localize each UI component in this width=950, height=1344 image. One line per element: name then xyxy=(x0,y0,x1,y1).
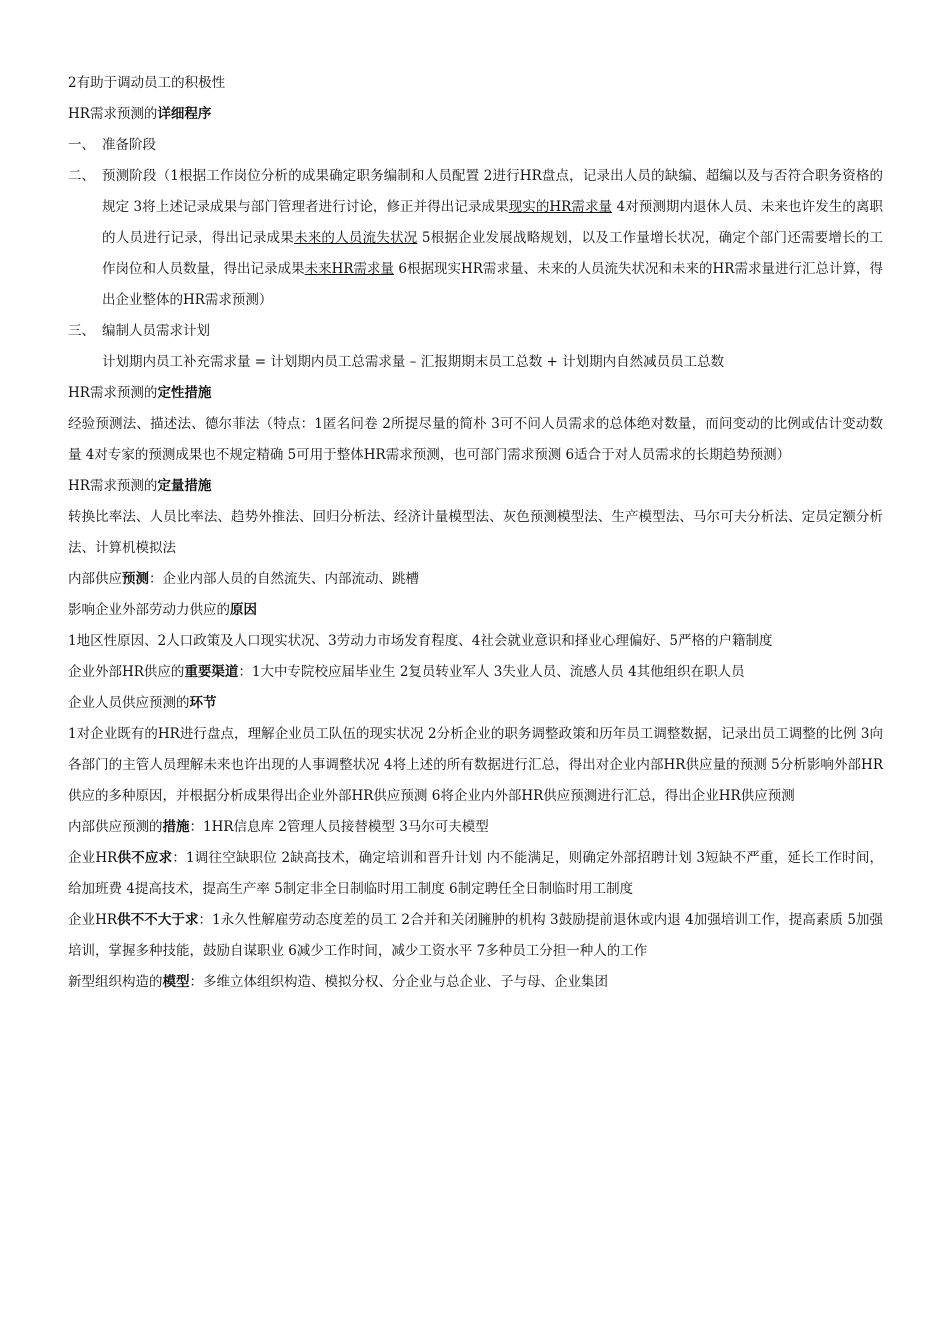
text-segment: ：1大中专院校应届毕业生 2复员转业军人 3失业人员、流感人员 4其他组织在职人员 xyxy=(238,664,745,680)
heading-external-factors xyxy=(68,595,883,626)
list-text xyxy=(102,161,883,316)
heading-prefix: 企业人员供应预测的 xyxy=(68,695,190,711)
underlined-term: 未来的人员流失状况 xyxy=(293,230,418,246)
paragraph-qualitative: 经验预测法、描述法、德尔菲法（特点：1匿名问卷 2所提尽量的简朴 3可不问人员需求的总体绝对数量，而问变动的比例或估计变动数量 4对专家的预测成果也不规定精确 5可用于整体HR需求预测，也可部门需求预测 6适合于对人员需求的长期趋势预测） xyxy=(68,416,883,463)
list-number: 二、 xyxy=(68,168,95,184)
heading-prefix: HR需求预测的 xyxy=(68,106,158,122)
text-segment: 企业外部HR供应的 xyxy=(68,664,185,680)
text-segment: ：1HR信息库 2管理人员接替模型 3马尔可夫模型 xyxy=(189,819,489,835)
text-segment: 企业HR xyxy=(68,850,118,866)
text-segment: 5根据企业发展战略规划，以及工作量增长状况，确定个部门还需要增长的工作岗位和人员数量，得出记录成果 xyxy=(102,230,884,277)
heading-prefix: HR需求预测的 xyxy=(68,478,158,494)
list-item-plan xyxy=(68,316,883,347)
list-number: 一、 xyxy=(68,137,95,153)
paragraph-shortage xyxy=(68,843,883,905)
document-page xyxy=(68,68,883,998)
heading-bold: 原因 xyxy=(230,602,257,618)
text: 2有助于调动员工的积极性 xyxy=(68,75,226,91)
heading-supply-steps xyxy=(68,688,883,719)
paragraph-supply-steps: 1对企业既有的HR进行盘点，理解企业员工队伍的现实状况 2分析企业的职务调整政策和历年员工调整数据，记录出员工调整的比例 3向各部门的主管人员理解未来也许出现的人事调整状况 4将上述的所有数据进行汇总，得出对企业内部HR供应量的预测 5分析影响外部HR供应的多种原因，并根据分析成果得出企业外部HR供应预测 6将企业内外部HR供应预测进行汇总，得出企业HR供应预测 xyxy=(68,726,883,804)
text-segment: 6根据现实HR需求量、未来的人员流失状况和未来的HR需求量进行汇总计算，得出企业整体的HR需求预测） xyxy=(102,261,884,308)
paragraph-external-factors: 1地区性原因、2人口政策及人口现实状况、3劳动力市场发育程度、4社会就业意识和择业心理偏好、5严格的户籍制度 xyxy=(68,633,773,649)
paragraph-internal-supply xyxy=(68,564,883,595)
heading-qualitative xyxy=(68,378,883,409)
text-segment: 新型组织构造的 xyxy=(68,974,163,990)
paragraph-org-models xyxy=(68,967,883,998)
heading-prefix: HR需求预测的 xyxy=(68,385,158,401)
underlined-term: 未来HR需求量 xyxy=(304,261,395,277)
list-text: 编制人员需求计划 xyxy=(102,323,210,339)
paragraph-motivation xyxy=(68,68,883,99)
paragraph-quantitative: 转换比率法、人员比率法、趋势外推法、回归分析法、经济计量模型法、灰色预测模型法、生产模型法、马尔可夫分析法、定员定额分析法、计算机模拟法 xyxy=(68,509,883,556)
heading-bold: 环节 xyxy=(189,695,217,711)
text-segment: ：多维立体组织构造、模拟分权、分企业与总企业、子与母、企业集团 xyxy=(189,974,608,990)
bold-term: 供不应求 xyxy=(117,850,173,866)
bold-term: 措施 xyxy=(162,819,190,835)
heading-bold: 定性措施 xyxy=(157,385,212,401)
text-segment: 企业HR xyxy=(68,912,118,928)
heading-quantitative xyxy=(68,471,883,502)
paragraph-surplus xyxy=(68,905,883,967)
heading-prefix: 影响企业外部劳动力供应的 xyxy=(68,602,230,618)
list-text: 准备阶段 xyxy=(102,137,156,153)
heading-bold: 详细程序 xyxy=(157,106,212,122)
list-item-forecast xyxy=(68,161,883,316)
text-segment: 内部供应 xyxy=(68,571,122,587)
bold-term: 预测 xyxy=(122,571,149,587)
text-segment: 内部供应预测的 xyxy=(68,819,163,835)
text-segment: ：1调往空缺职位 2缺高技术，确定培训和晋升计划 内不能满足，则确定外部招聘计划 3短缺不严重，延长工作时间，给加班费 4提高技术，提高生产率 5制定非全日制临时用工制度 6制定聘任全日制临时用工制度 xyxy=(68,850,884,897)
heading-bold: 定量措施 xyxy=(157,478,212,494)
paragraph-internal-measures xyxy=(68,812,883,843)
list-item-prepare xyxy=(68,130,883,161)
text-segment: ：1永久性解雇劳动态度差的员工 2合并和关闭臃肿的机构 3鼓励提前退休或内退 4加强培训工作，提高素质 5加强培训，掌握多种技能，鼓励自谋职业 6减少工作时间，减少工资水平 7多种员工分担一种人的工作 xyxy=(68,912,884,959)
text-segment: 4对预测期内退休人员、未来也许发生的离职的人员进行记录，得出记录成果 xyxy=(102,199,883,246)
underlined-term: 现实的HR需求量 xyxy=(508,199,613,215)
paragraph-external-channels xyxy=(68,657,883,688)
text-segment: 预测阶段（1根据工作岗位分析的成果确定职务编制和人员配置 2进行HR盘点，记录出人员的缺编、超编以及与否符合职务资格的规定 3将上述记录成果与部门管理者进行讨论，修正并得出记录成果 xyxy=(102,168,883,215)
bold-term: 供不不大于求 xyxy=(117,912,199,928)
bold-term: 模型 xyxy=(162,974,190,990)
formula: 计划期内员工补充需求量 = 计划期内员工总需求量 – 汇报期期末员工总数 + 计划期内自然减员员工总数 xyxy=(102,354,725,370)
text-segment: ：企业内部人员的自然流失、内部流动、跳槽 xyxy=(149,571,419,587)
heading-detailed-procedure xyxy=(68,99,883,130)
list-number: 三、 xyxy=(68,323,95,339)
bold-term: 重要渠道 xyxy=(184,664,239,680)
